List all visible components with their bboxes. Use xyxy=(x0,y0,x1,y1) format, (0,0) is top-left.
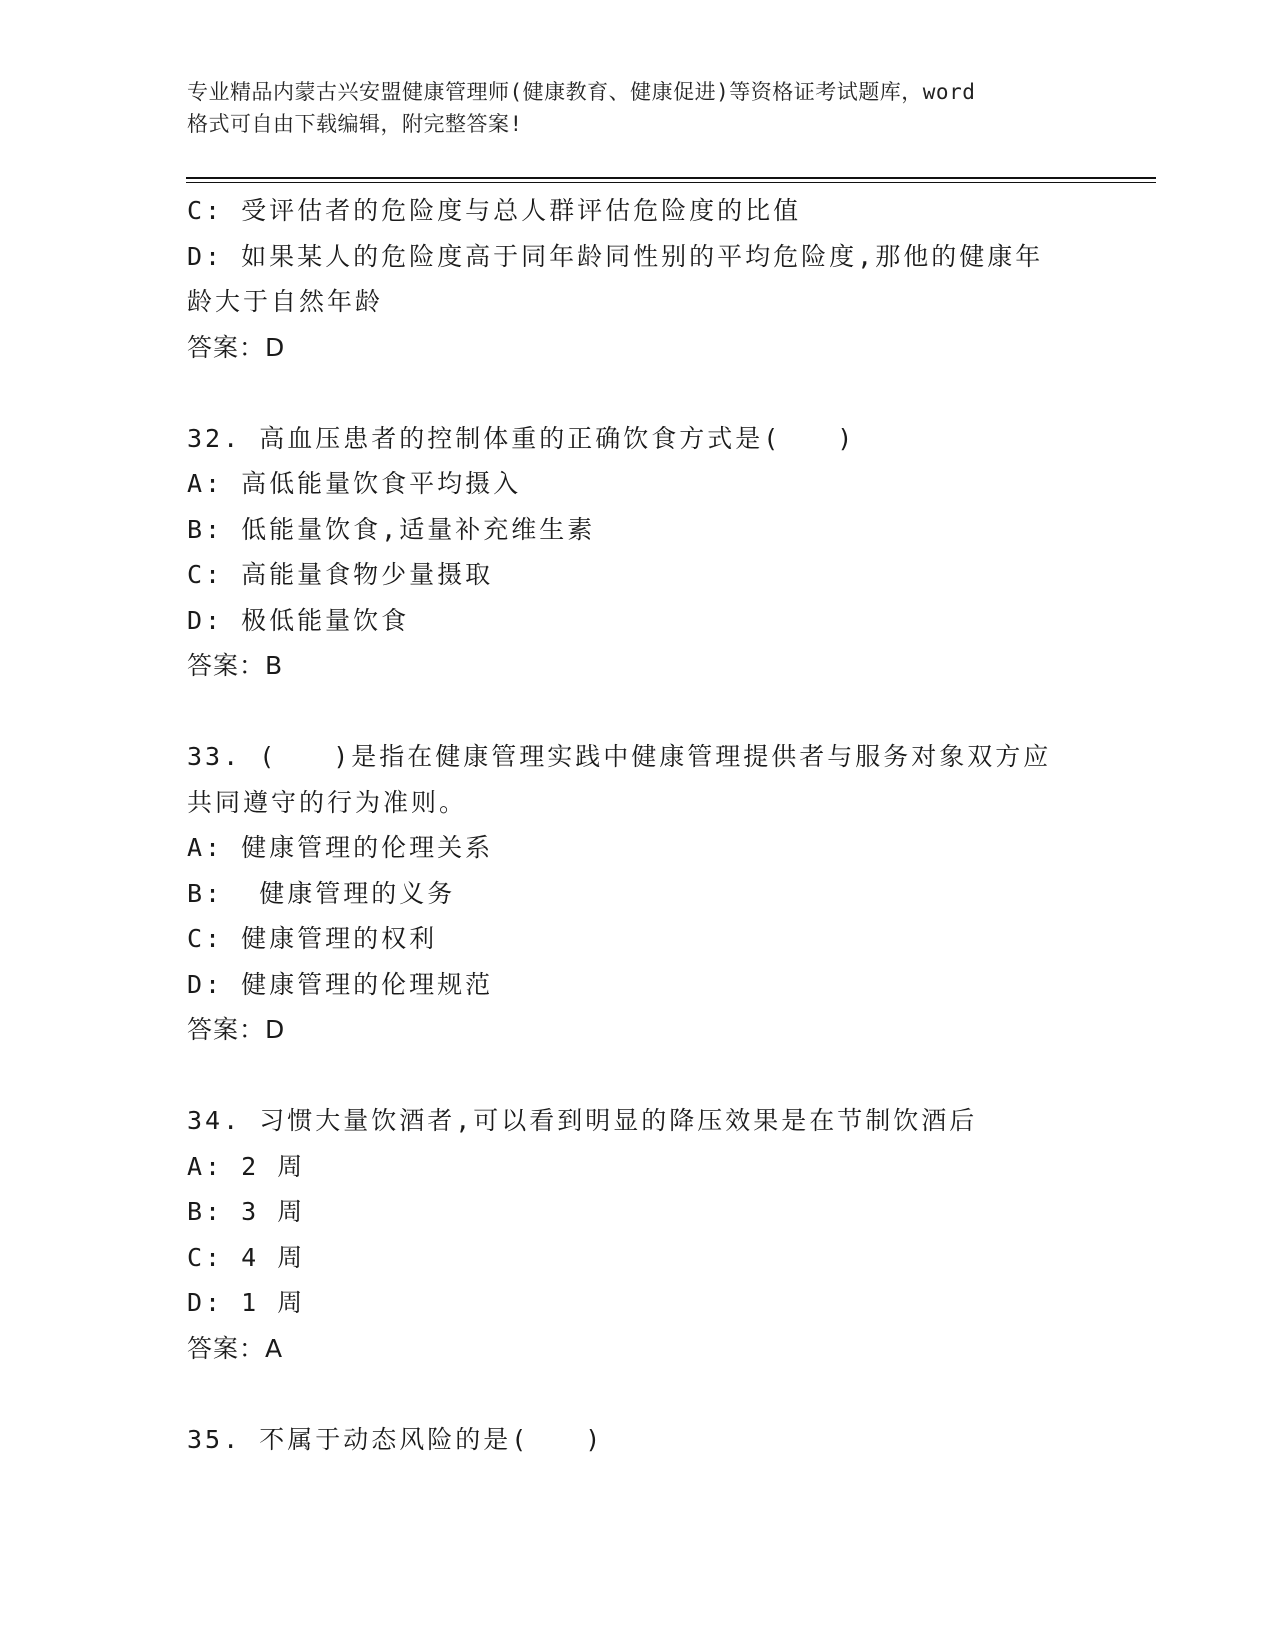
option-c: C: 健康管理的权利 xyxy=(187,924,438,953)
question-34 xyxy=(187,1098,1067,1371)
option-c: C: 4 周 xyxy=(187,1242,306,1272)
header-line-1: 专业精品内蒙古兴安盟健康管理师(健康教育、健康促进)等资格证考试题库，word xyxy=(187,80,976,104)
question-stem: 35. 不属于动态风险的是( ) xyxy=(187,1424,604,1454)
question-stem-continued: 共同遵守的行为准则。 xyxy=(187,787,468,817)
answer-label: 答案：D xyxy=(187,332,286,362)
option-d: D: 极低能量饮食 xyxy=(187,605,410,635)
spacer xyxy=(187,1053,1067,1099)
option-d: D: 健康管理的伦理规范 xyxy=(187,969,494,999)
option-b: B: 3 周 xyxy=(187,1197,306,1226)
question-35 xyxy=(187,1417,1067,1463)
header-rule-thick xyxy=(186,177,1156,179)
option-c: C: 高能量食物少量摄取 xyxy=(187,560,494,589)
question-stem: 32. 高血压患者的控制体重的正确饮食方式是( ) xyxy=(187,423,856,453)
spacer xyxy=(187,1371,1067,1417)
option-b: B: 低能量饮食,适量补充维生素 xyxy=(187,514,596,544)
header-rule-thin xyxy=(186,182,1156,183)
option-b: B: 健康管理的义务 xyxy=(187,878,456,908)
answer-label: 答案：B xyxy=(187,651,284,680)
answer-label: 答案：D xyxy=(187,1015,286,1044)
question-list xyxy=(187,188,1067,1462)
question-33 xyxy=(187,734,1067,1053)
question-stem: 33. ( )是指在健康管理实践中健康管理提供者与服务对象双方应 xyxy=(187,742,1052,771)
header-line-2: 格式可自由下载编辑，附完整答案! xyxy=(187,112,523,136)
question-stem: 34. 习惯大量饮酒者,可以看到明显的降压效果是在节制饮酒后 xyxy=(187,1106,978,1135)
option-a: A: 2 周 xyxy=(187,1151,306,1181)
spacer xyxy=(187,370,1067,416)
option-a: A: 高低能量饮食平均摄入 xyxy=(187,469,522,498)
option-a: A: 健康管理的伦理关系 xyxy=(187,833,494,862)
option-d: D: 如果某人的危险度高于同年龄同性别的平均危险度,那他的健康年 xyxy=(187,241,1044,271)
answer-label: 答案：A xyxy=(187,1333,284,1363)
question-32 xyxy=(187,416,1067,689)
option-d: D: 1 周 xyxy=(187,1288,306,1317)
option-c: C: 受评估者的危险度与总人群评估危险度的比值 xyxy=(187,196,802,225)
question-31-continuation xyxy=(187,188,1067,370)
option-d-continued: 龄大于自然年龄 xyxy=(187,287,384,316)
page-header xyxy=(187,76,1087,140)
spacer xyxy=(187,689,1067,735)
